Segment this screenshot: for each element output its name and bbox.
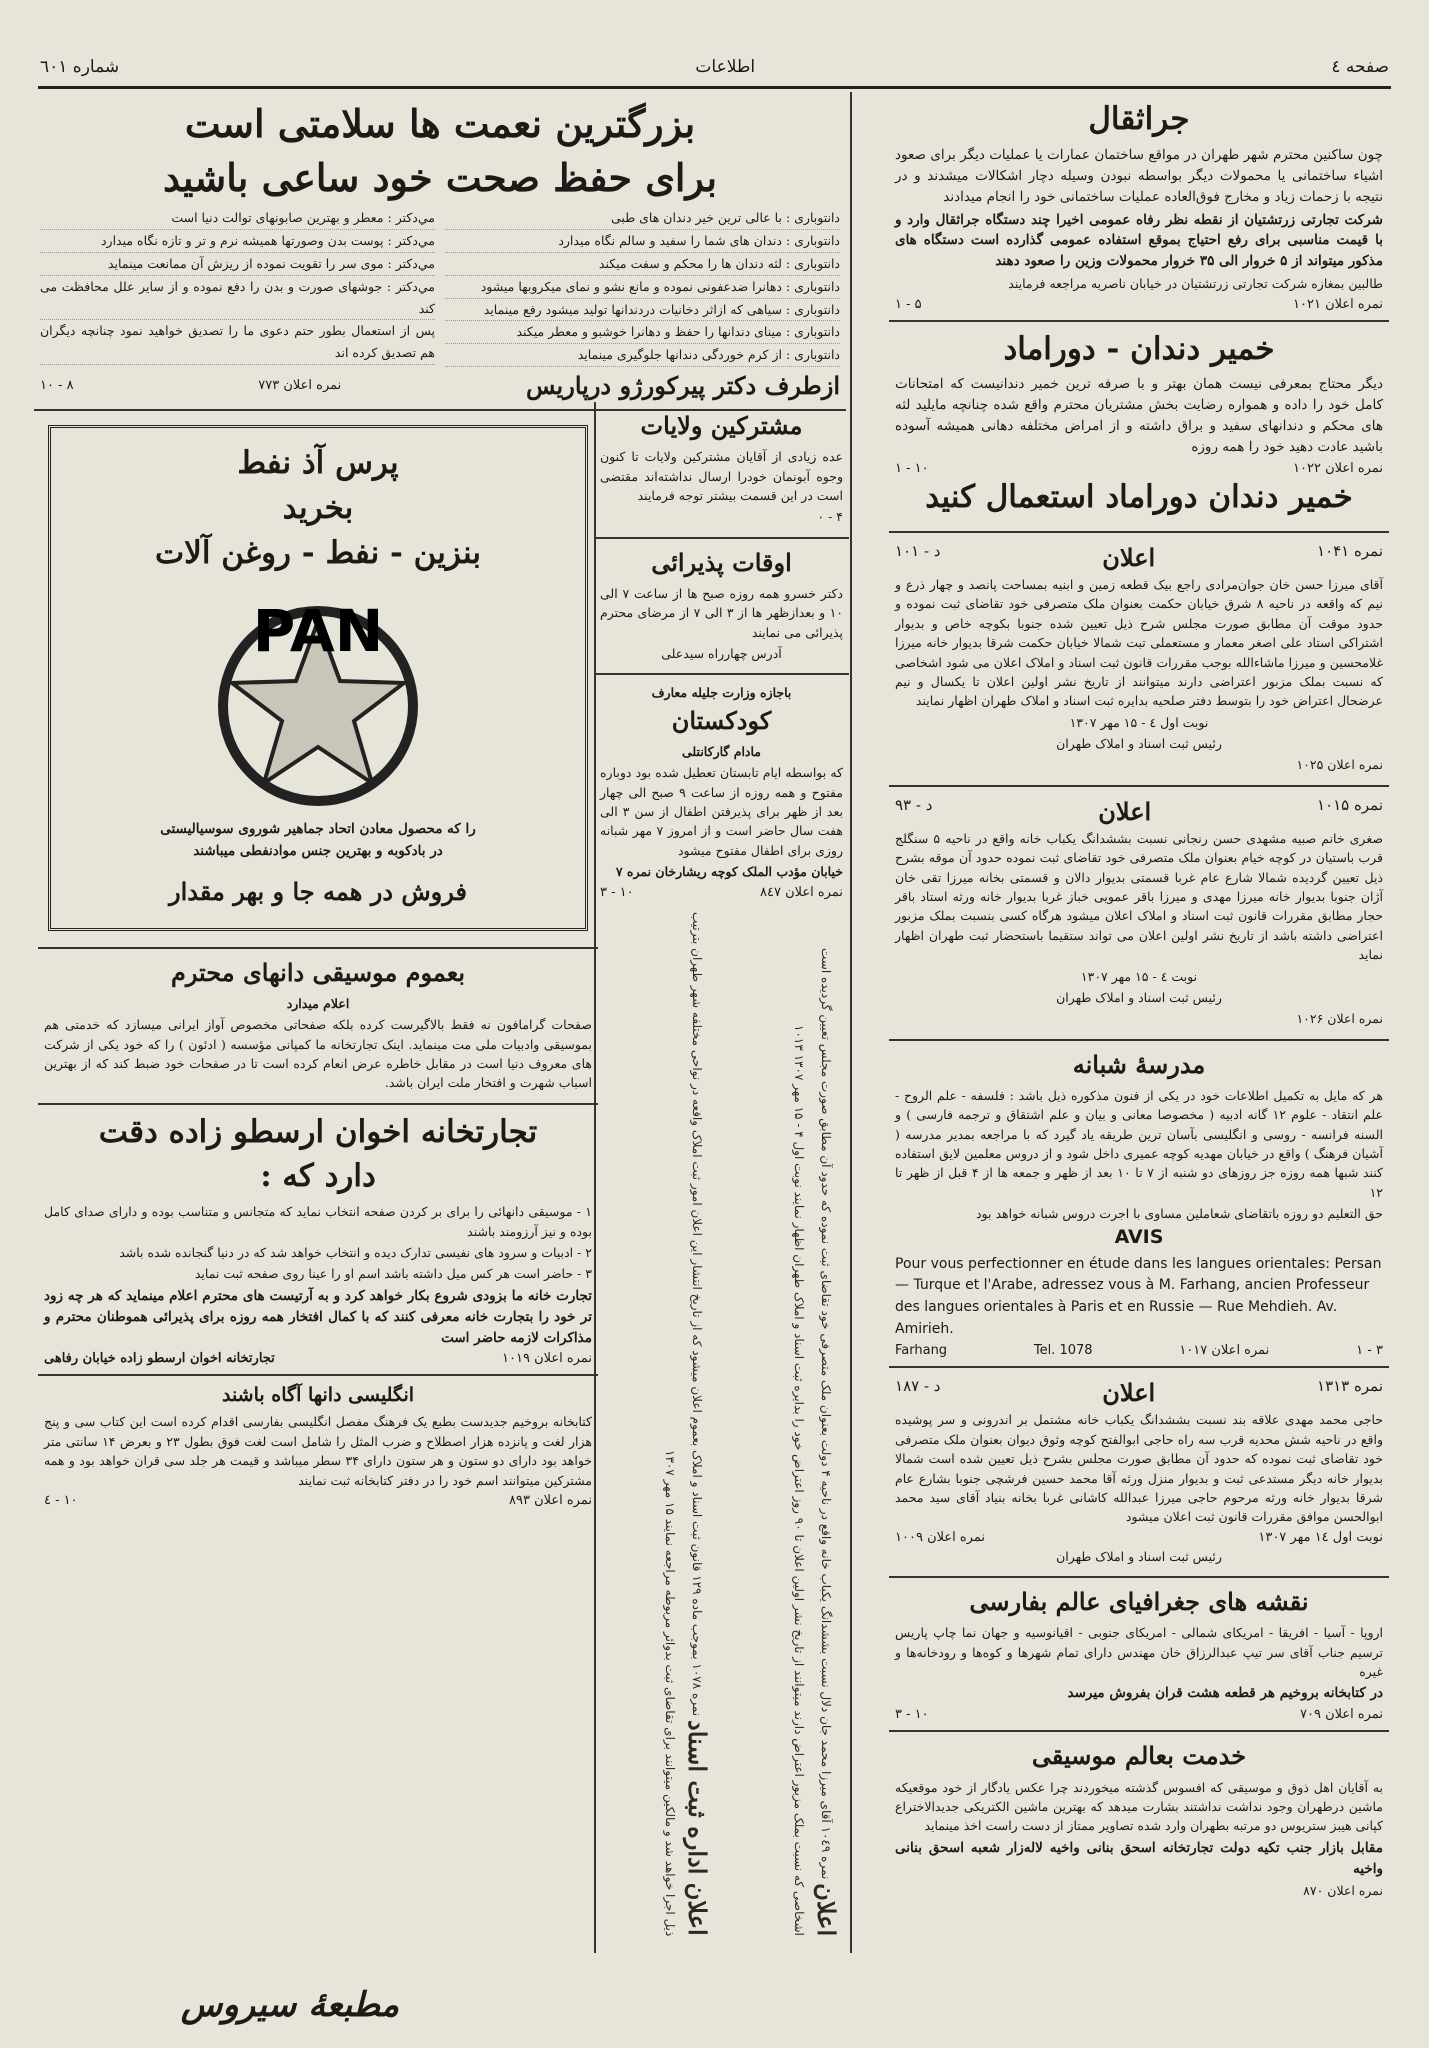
kindergarten-ad-number: نمره اعلان ۸٤۷ <box>759 884 843 900</box>
health-ad <box>34 92 846 411</box>
rotated-notice-2 <box>598 906 716 1936</box>
notice1-number: نمره ۱۰۴۱ <box>1317 541 1383 560</box>
notice1-dates: نوبت اول ٤ - ۱۵ مهر ۱۳۰۷ <box>1069 714 1209 730</box>
pan-line-6: فروش در همه جا و بهر مقدار <box>169 877 467 907</box>
kindergarten-ad <box>594 675 849 907</box>
music-lovers-title: بعموم موسیقی دانهای محترم <box>170 957 466 987</box>
list-item: دانتوباری : دندان های شما را سفید و سالم نگاه میدارد <box>445 230 840 253</box>
crane-bold: شرکت تجارتی زرتشتیان از نقطه نظر رفاه عمومی اخیرا چند دستگاه جراثقال وارد و با قیمت مناسبی برای رفع احتیاج بموقع استفاده عمومی گذارده است دستگاه های مذکور میتواند از ۵ خروار الی ۳۵ خروار محمولات وزین را صعود دهند <box>895 211 1383 270</box>
crane-ad-number: نمره اعلان ۱۰۲۱ <box>1293 296 1383 312</box>
printer-logo: مطبعهٔ سیروس <box>180 1985 400 2025</box>
notice1-body: آقای میرزا حسن خان جوان‌مرادی راجع بیک قطعه زمین و ابنیه بمساحت پانصد و چهار ذرع و نیم که واقعه در ناحیه ۸ شرق خیابان حکمت بعنوان ملک متصرفی خود تقاضای ثبت نموده و حدود موقت آن مطابق صورت مجلس شرح ذیل تعیین شده جنوبا بکوچه خاص و بدیوار اشتراکی استاد علی اصغر معمار و مستعملی تبت شمالا خیابان حکمت شرقا بدیوار خانه میرزا غلامحسین و میرزا ماشاءالله بوجب مقررات قانون ثبت اسناد و املاک اعلان می شود اشخاصی که نسبت بملک مزبور اعتراضی دارند میتوانند از تاریخ نشر اولین اعلان تا یکسال و نیم عرضحال اعتراض خود را بتوسط دفتر صلحیه بدایره ثبت اسناد و املاک طهران اظهار نمایند <box>895 577 1383 709</box>
avis-notice <box>895 1226 1383 1359</box>
avis-phone: Tel. 1078 <box>1033 1343 1093 1359</box>
notice3-ad-number: نمره اعلان ۱۰۰۹ <box>895 1529 985 1545</box>
pan-line-2: بخرید <box>282 490 354 527</box>
list-item: پس از استعمال بطور حتم دعوی ما را تصدیق خواهید نمود چنانچه دیگران هم تصدیق کرده اند <box>40 320 435 365</box>
notice2-title: اعلان <box>1098 796 1152 826</box>
pan-line-4: را که محصول معادن اتحاد جماهیر شوروی سوسیالیستی <box>160 820 476 837</box>
dictionary-title: انگلیسی دانها آگاه باشند <box>221 1384 415 1407</box>
rotated-body-2: بموجب ماده ۱۲۹ قانون ثبت اسناد و املاک بعموم اعلان میشود که از تاریخ انتشار این اعلان امور ثبت املاک واقعه در نواحی مختلفه شهر طهران بترتیب ذیل اجرا خواهد شد و مالکین میتوانند برای تقاضای ثبت بدوائر مربوطه مراجعه نمایند <box>662 912 704 1936</box>
music-service-title: خدمت بعالم موسیقی <box>1031 1741 1247 1771</box>
maps-body: اروپا - آسیا - افریقا - امریکای شمالی - امریکای جنوبی - اقیانوسیه و جهان نما چاپ پاریس ترسیم جناب آقای سر تیپ عبدالرزاق خان مهندس دارای تمام شهرها و کوه‌ها و رودخانه‌ها و غیره <box>895 1625 1383 1680</box>
dentobary-list <box>445 207 840 367</box>
music-service-body: به آقایان اهل ذوق و موسیقی که افسوس گذشته میخوردند چرا عکس یادگار از خود موقعیکه ماشین درطهران وجود نداشت نداشتند بشارت میدهد که بهترین ماشین الکتریکی جدیدالاختراع کپانی هیبز ستریوس دو مرتبه بطهران وارد شده تصاویر ممتاز از دست راست اخذ مینماید <box>895 1779 1383 1834</box>
list-item: مي‌دکتر : موی سر را تقویت نموده از ریزش آن ممانعت مینماید <box>40 253 435 276</box>
kindergarten-body: که بواسطه ایام تابستان تعطیل شده بود دوباره مفتوح و همه روزه از ساعت ۹ صبح الی چهار بعد از ظهر برای پذیرفتن اطفال از سن ۳ الی هفت سال حاضر است و از امروز ۷ مهر شبانه روزی برای اطفال مفتوح میشود <box>600 765 843 858</box>
notice2-dates: نوبت ٤ - ۱۵ مهر ۱۳۰۷ <box>1080 968 1198 984</box>
pan-frame <box>48 425 588 930</box>
pan-line-5: در بادکوبه و بهترین جنس موادنفطی میباشند <box>193 843 443 860</box>
list-item: دانتوباری : با عالی ترین خیر دندان های طبی <box>445 207 840 230</box>
music-service-ad <box>889 1732 1389 1911</box>
crane-body: چون ساکنین محترم شهر طهران در مواقع ساختمان عمارات یا عملیات دیگر برای صعود اشیاء ساختمانی یا محمولات دیگر بواسطه نبودن وسیله دچار اشکالات میشدند و در نتیجه با زحمات زیاد و مخارج فوق‌العاده عملیات ساختمانی خود را انجام میدادند <box>895 146 1383 205</box>
pan-logo-text: PAN <box>252 596 384 665</box>
maps-title: نقشه های جغرافیای عالم بفارسی <box>969 1587 1309 1617</box>
registration-notice-1 <box>889 533 1389 787</box>
issue-number: شماره ٦٠١ <box>40 57 120 77</box>
rotated-number: نمره ۱۰٤۹ <box>819 1826 833 1880</box>
pan-star-logo <box>168 581 468 811</box>
subscribers-notice <box>594 402 849 539</box>
list-item: مي‌دکتر : معطر و بهترین صابونهای توالت دنیا است <box>40 207 435 230</box>
dictionary-ad <box>38 1376 598 1516</box>
list-item: دانتوباری : مینای دندانها را حفظ و دهانرا خوشبو و معطر میکند <box>445 321 840 344</box>
health-code: ۸ - ۱۰ <box>40 378 74 394</box>
reception-hours <box>594 539 849 676</box>
health-title-1: بزرگترین نعمت ها سلامتی است <box>184 101 696 146</box>
list-item: دانتوباری : سیاهی که ازاثر دخانیات دردندانها تولید میشود رفع مینماید <box>445 299 840 322</box>
music-lovers-body: صفحات گرامافون نه فقط بالاگیرست کرده بلکه صفحاتی مخصوص آواز ایرانی میسازد که خدمتی هم بموسیقی وادبیات ملی مت مینماید. اینک تجارتخانه ما کمپانی مؤسسه ( ادئون ) را که خود یکی از شرکت های معروف دنیا است در مقابل خاطره عرض انعام کرده است تا در صفحات خود ضبط کند که از بهترین اسباب شهرت و افتخار ملت ایران باشد. <box>44 1017 592 1091</box>
toothpaste-ad-number: نمره اعلان ۱۰۲۲ <box>1293 461 1383 477</box>
maps-bold: در کتابخانه بروخیم هر قطعه هشت قران بفروش میرسد <box>1067 1685 1383 1702</box>
subscribers-body: عده زیادی از آقایان مشترکین ولایات تا کنون وجوه آبونمان خودرا ارسال نداشته‌اند مقتضی است در این قسمت بیشتر توجه فرمایند <box>600 449 843 503</box>
page-number: صفحه ٤ <box>1331 57 1389 77</box>
crane-title: جراثقال <box>1088 101 1190 137</box>
aristo-subtitle: دارد که : <box>260 1158 376 1195</box>
aristo-item: ۳ - حاضر است هر کس میل داشته باشد اسم او را عینا روی صفحه ثبت نماید <box>194 1266 592 1282</box>
pan-ad <box>38 411 598 948</box>
aristo-item: ۱ - موسیقی دانهائی را برای بر کردن صفحه انتخاب نماید که متجانس و متناسب بوده و دارای صدای کامل بوده و نیز آرزومند باشند <box>44 1204 592 1239</box>
kindergarten-subtitle: مادام گارکانتلی <box>682 743 761 759</box>
header-divider <box>38 86 1391 89</box>
crane-tail: طالبین بمغازه شرکت تجارتی زرتشتیان در خیابان ناصریه مراجعه فرمایند <box>1008 276 1383 292</box>
subscribers-code: ۴ - ۰ <box>817 509 843 525</box>
rotated-dates-2: ۱۵ مهر ۱۳۰۷ <box>662 1449 677 1515</box>
aristo-ad-number: نمره اعلان ۱۰۱۹ <box>502 1351 592 1367</box>
avis-code: ۱ - ۳ <box>1356 1343 1383 1359</box>
list-item: دانتوباری : دهانرا ضدعفونی نموده و مانع نشو و نمای میکروبها میشود <box>445 276 840 299</box>
maps-ad <box>889 1578 1389 1732</box>
avis-signature: Farhang <box>895 1343 948 1359</box>
music-service-ad-number: نمره اعلان ۸۷۰ <box>1303 1883 1383 1899</box>
maps-ad-number: نمره اعلان ۷۰۹ <box>1299 1707 1383 1723</box>
dictionary-code: ۱۰ - ٤ <box>44 1492 78 1508</box>
rotated-title-2: اعلان اداره ثبت اسناد <box>683 1720 712 1936</box>
column-divider-right <box>850 92 852 1953</box>
rotated-notice-1 <box>721 906 845 1936</box>
aristo-ad <box>38 1105 598 1377</box>
dictionary-ad-number: نمره اعلان ۸۹۳ <box>508 1492 592 1508</box>
rotated-body: آقای میرزا محمد جان دلال نسبت بششدانگ یکباب خانه واقع در ناحیه ۴ دولت بعنوان ملک متصرفی خود تقاضای ثبت نموده که حدود آن مطابق صورت مجلس تعیین گردیده است اشخاصی که نسبت بملک مزبور اعتراض دارند میتوانند از تاریخ نشر اولین اعلان تا ۹۰ روز اعتراض خود را بدایره ثبت اسناد و املاک طهران اظهار نمایند <box>791 947 833 1936</box>
middle-column <box>594 402 849 908</box>
notice3-code: د - ۱۸۷ <box>895 1377 941 1396</box>
notice3-dates: نوبت اول ۱٤ مهر ۱۳۰۷ <box>1258 1529 1383 1545</box>
aristo-bold: تجارت خانه ما بزودی شروع بکار خواهد کرد و به آرتیست های محترم اعلام مینماید که هر چه زود تر خود را بتجارت خانه معرفی کنند که با کمال افتخار همه روزه برای پذیرائی هموطنان محترم و مذاکرات لازمه حاضر است <box>44 1287 592 1346</box>
rotated-dates: نوبت اول ۴ - ۱۵ مهر ۱۳۰۷ <box>791 1054 806 1188</box>
registration-notice-3 <box>889 1368 1389 1578</box>
notice2-ad-number: نمره اعلان ۱۰۲۶ <box>1296 1011 1383 1027</box>
health-title-2: برای حفظ صحت خود ساعی باشید <box>162 154 718 200</box>
toothpaste-code: ۱۰ - ۱ <box>895 461 929 477</box>
kindergarten-address: خیابان مؤدب الملک کوچه ریشارخان نمره ۷ <box>615 864 843 880</box>
dictionary-body: کتابخانه بروخیم جدیدست بطبع یک فرهنگ مفصل انگلیسی بفارسی اقدام کرده است این کتاب سی و پنج هزار لغت و پانزده هزار اصطلاح و ضرب المثل را شامل است لغت فوق بطول ۲۳ و بعرض ۱۴ سانتی متر خواهد بود دارای دو ستون و هر ستون دارای ۳۴ سطر میباشد و قیمت هر جلد سی قران خواهد بود و همه مشترکین میتوانند اسم خود را در دفتر کتابخانه ثبت نمایند <box>44 1414 593 1488</box>
notice1-signature: رئیس ثبت اسناد و املاک طهران <box>1056 736 1222 752</box>
night-school-title: مدرسهٔ شبانه <box>1072 1049 1206 1079</box>
notice3-body: حاجی محمد مهدی علاقه بند نسبت بششدانگ یکباب خانه مشتمل بر اندرونی و سر پوشیده واقع در ناحیه شش محدیه قرب سه راه حاجی ابوالفتح کوچه وثوق دیوان بعنوان ملک متصرفی خود تقاضای ثبت نموده که حدود آن مطابق صورت مجلس بشرح ذیل تعیین شده است شمالا بدیوار خانه دیگر مستدعی ثبت و بدیوار منزل ورثه آقا محمد حسین فرشچی جنوبا بشارع عام شرقا بدیوار خانه ورثه مرحوم حاجی میرزا عبدالله کاشانی غربا بخانه بنیاد آقای سید محمد ابوالحسن موافق مقررات قانون ثبت اعلان میشود <box>895 1412 1383 1525</box>
page-header <box>40 52 1389 82</box>
notice2-number: نمره ۱۰۱۵ <box>1317 795 1383 814</box>
hours-body: دکتر خسرو همه روزه صبح ها از ساعت ۷ الی ۱۰ و بعدازظهر ها از ۳ الی ۷ از مرضای محترم پذیرائی می نمایند <box>600 585 843 640</box>
notice2-body: صغری خانم صبیه مشهدی حسن رنجانی نسبت بششدانگ یکباب خانه واقع در ناحیه ۵ سنگلج قرب باستیان در کوچه خیام بعنوان ملک متصرفی خود تقاضای ثبت نموده حدود آن موقه بشرح ذیل تعیین گردیده شمالا شارع عام غربا قسمتی بدیوار دالان و قسمتی بخانه میرزا تقی خان آژان جنوبا بدیوار خانه میرزا مهدی و میرزا باقر عمویی خباز غربا بدیوار خانه ورثه استاد باقر حجار مطابق مقررات قانون ثبت اسناد و املاک اعلان میشود هرگاه کسی بنسبت بملک مزبور اعتراضی داشته باشد از تاریخ نشر اولین اعلان می تواند ستقیما باستحضار ثبت طهران اظهار نماید <box>895 830 1383 963</box>
toothpaste-title: خمیر دندان - دوراماد <box>1003 330 1275 367</box>
rotated-code: ۱۰۱۳ <box>791 1025 806 1051</box>
music-service-address: مقابل بازار جنب تکیه دولت تجارتخانه اسحق بنانی واخیه لاله‌زار شعبه اسحق بنانی واخیه <box>895 1839 1383 1877</box>
list-item: مي‌دکتر : جوشهای صورت و بدن را دفع نموده و از سایر علل محافظت می کند <box>40 276 435 321</box>
kindergarten-title: کودکستان <box>671 705 772 735</box>
crane-code: ۵ - ۱ <box>895 296 922 312</box>
notice1-code: د - ۱۰۱ <box>895 541 941 560</box>
notice3-title: اعلان <box>1102 1378 1156 1408</box>
rotated-notices <box>596 902 847 1947</box>
list-item: مي‌دکتر : پوست بدن وصورتها همیشه نرم و تر و تازه نگاه میدارد <box>40 230 435 253</box>
notice2-code: د - ۹۳ <box>895 795 933 814</box>
list-item: دانتوباری : لثه دندان ها را محکم و سفت میکند <box>445 253 840 276</box>
avis-body: Pour vous perfectionner en étude dans les langues orientales: Persan — Turque et l'Arabe, adressez vous à M. Farhang, ancien Professeur des langues orientales à Paris et en Russie — Rue Mehdieh. Av. Amirieh. <box>895 1255 1382 1337</box>
pan-line-1: پرس آذ نفط <box>237 445 399 482</box>
registration-notice-2 <box>889 787 1389 1041</box>
toothpaste-body: دیگر محتاج بمعرفی نیست همان بهتر و با صرفه ترین خمیر دندانیست که امتحانات کامل خود را داده و همواره رضایت بخش مشتریان محترم واقع شده چنانچه مایلید لثه های محکم و دندانهای سفید و براق داشته و از امراض مختلفه دهانی همیشه آسوده باشید عادت دهید خود را همه روزه <box>895 376 1383 456</box>
toothpaste-slogan: خمیر دندان دوراماد استعمال کنید <box>925 479 1353 516</box>
notice3-signature: رئیس ثبت اسناد و املاک طهران <box>1056 1548 1222 1564</box>
aristo-item: ۲ - ادبیات و سرود های نفیسی تدارک دیده و انتخاب خواهد شد که در دنیا گنجانده شده باشد <box>119 1244 592 1260</box>
notice1-title: اعلان <box>1102 542 1156 572</box>
night-school-tail: حق التعلیم دو روزه باتقاضای شعاملین مساوی با اجرت دروس شبانه خواهد بود <box>975 1206 1383 1222</box>
crane-ad <box>889 92 1389 322</box>
subscribers-title: مشترکین ولایات <box>640 411 803 440</box>
music-lovers-ad <box>38 949 598 1105</box>
avis-title: AVIS <box>1114 1225 1164 1248</box>
night-school-body: هر که مایل به تکمیل اطلاعات خود در یکی از فنون مذکوره ذیل باشد : فلسفه - علم الروح - علم انتقاد - علوم ۱۲ گانه ادبیه ( مخصوصا معانی و بیان و علم اشتقاق و ترجمه فارسی ) و السنه فرانسه - روسی و انگلیسی بآسان ترین طریقه یاد گیرد که با مراجعه بمدیر مدرسه ( آشیان فرهنگ ) واقع در خیابان مهدیه کوچه عمیری داخل شود و از دروس معلمین لایق استفاده کنند شبها همه روزه جز روزهای دو شنبه از ۷ تا ۱۰ بعد از ظهر و جمعه ها از ۴ قبل از ظهر تا ۱۲ <box>895 1087 1384 1200</box>
kindergarten-code: ۱۰ - ۳ <box>600 884 634 900</box>
rotated-number-2: نمره ۱۰۷۸ <box>690 1663 704 1717</box>
kindergarten-permit: باجازه وزارت جلیله معارف <box>651 685 792 701</box>
maps-code: ۱۰ - ۳ <box>895 1707 929 1723</box>
music-lovers-subtitle: اعلام میدارد <box>286 995 350 1011</box>
toothpaste-ad <box>889 322 1389 533</box>
hours-title: اوقات پذیرائی <box>651 547 792 577</box>
health-ad-number: نمره اعلان ۷۷۳ <box>258 378 342 394</box>
aristo-address: تجارتخانه اخوان ارسطو زاده خیابان رفاهی <box>44 1351 275 1367</box>
list-item: دانتوباری : از کرم خوردگی دندانها جلوگیری مینماید <box>445 344 840 367</box>
notice1-ad-number: نمره اعلان ۱۰۲۵ <box>1296 757 1383 773</box>
newspaper-name: اطلاعات <box>695 57 756 77</box>
health-footer: ازطرف دکتر پیرکورژو درپاریس <box>525 371 840 401</box>
notice3-number: نمره ۱۳۱۳ <box>1317 1377 1383 1396</box>
aristo-title: تجارتخانه اخوان ارسطو زاده دقت <box>98 1113 538 1150</box>
right-column <box>889 92 1389 1911</box>
avis-ad-number: نمره اعلان ۱۰۱۷ <box>1179 1343 1270 1359</box>
night-school-ad <box>889 1041 1389 1369</box>
midoctor-list <box>40 207 435 367</box>
pan-line-3: بنزین - نفط - روغن آلات <box>155 534 481 571</box>
rotated-title: اعلان <box>812 1883 841 1936</box>
hours-address: آدرس چهارراه سیدعلی <box>661 646 782 661</box>
notice2-signature: رئیس ثبت اسناد و املاک طهران <box>1056 989 1222 1005</box>
